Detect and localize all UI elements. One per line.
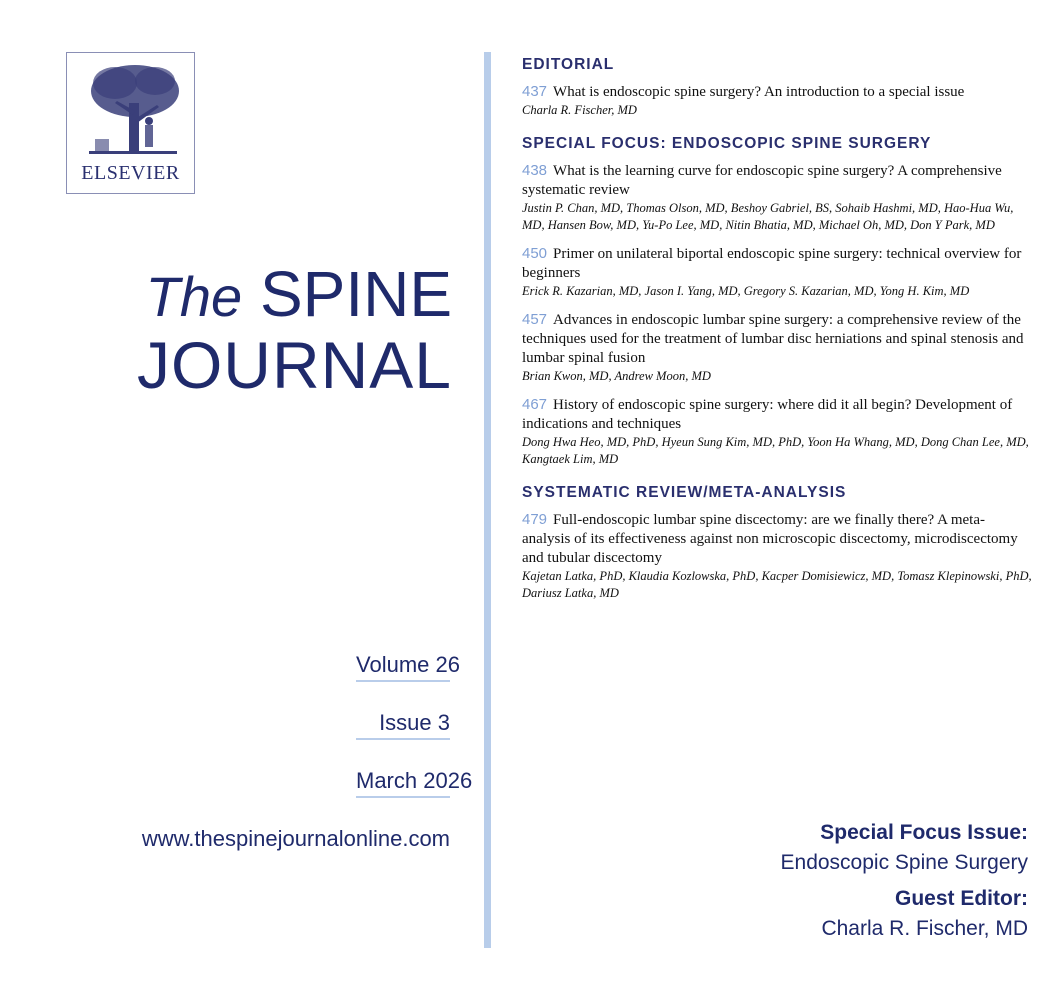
article-title: What is the learning curve for endoscopic spine surgery? A comprehensive systematic review — [522, 163, 1002, 198]
toc-entry[interactable] — [522, 310, 1032, 385]
special-issue-info — [781, 818, 1028, 944]
article-title: History of endoscopic spine surgery: where did it all begin? Development of indications and techniques — [522, 397, 1013, 432]
page-number: 450 — [522, 245, 548, 262]
date-label: March 2026 — [356, 766, 450, 798]
journal-title-journal: JOURNAL — [136, 328, 452, 402]
article-authors: Brian Kwon, MD, Andrew Moon, MD — [522, 369, 711, 383]
elsevier-logo — [66, 52, 195, 194]
toc-entry[interactable] — [522, 244, 1032, 300]
page-number: 479 — [522, 511, 548, 528]
toc-entry[interactable] — [522, 510, 1032, 602]
toc-entry[interactable] — [522, 395, 1032, 468]
toc-entry[interactable] — [522, 82, 1032, 119]
publisher-name: ELSEVIER — [81, 162, 180, 184]
page-number: 467 — [522, 396, 548, 413]
article-authors: Erick R. Kazarian, MD, Jason I. Yang, MD, Gregory S. Kazarian, MD, Yong H. Kim, MD — [522, 284, 970, 298]
article-title: Primer on unilateral biportal endoscopic spine surgery: technical overview for beginners — [522, 246, 1022, 281]
guest-editor-value: Charla R. Fischer, MD — [821, 917, 1028, 940]
issue-label: Issue 3 — [356, 708, 450, 740]
page-number: 437 — [522, 83, 548, 100]
article-authors: Kajetan Latka, PhD, Klaudia Kozlowska, PhD, Kacper Domisiewicz, MD, Tomasz Klepinowski, PhD, Dariusz Latka, MD — [522, 569, 1032, 600]
tree-icon — [75, 59, 187, 163]
article-authors: Justin P. Chan, MD, Thomas Olson, MD, Beshoy Gabriel, BS, Sohaib Hashmi, MD, Hao-Hua Wu, MD, Hansen Bow, MD, Yu-Po Lee, MD, Nitin Bhatia, MD, Michael Oh, MD, Don Y Park, MD — [522, 201, 1014, 232]
table-of-contents — [522, 52, 1032, 612]
special-focus-label: Special Focus Issue: — [820, 821, 1028, 844]
article-title: Full-endoscopic lumbar spine discectomy: are we finally there? A meta-analysis of its effectiveness against non microscopic discectomy, microdiscectomy and tubular discectomy — [522, 512, 1018, 566]
page-number: 457 — [522, 311, 548, 328]
volume-label: Volume 26 — [356, 650, 450, 682]
article-authors: Dong Hwa Heo, MD, PhD, Hyeun Sung Kim, MD, PhD, Yoon Ha Whang, MD, Dong Chan Lee, MD, Kangtaek Lim, MD — [522, 435, 1029, 466]
section-heading-special-focus: SPECIAL FOCUS: ENDOSCOPIC SPINE SURGERY — [522, 135, 932, 152]
issue-info — [356, 650, 473, 798]
section-heading-editorial: EDITORIAL — [522, 56, 615, 73]
journal-title — [136, 258, 452, 402]
guest-editor-label: Guest Editor: — [894, 887, 1028, 910]
article-title: Advances in endoscopic lumbar spine surgery: a comprehensive review of the techniques used for the treatment of lumbar disc herniations and spinal stenosis and lumbar spinal fusion — [522, 312, 1024, 366]
toc-entry[interactable] — [522, 161, 1032, 234]
special-focus-value: Endoscopic Spine Surgery — [780, 851, 1028, 874]
journal-url[interactable]: www.thespinejournalonline.com — [141, 826, 450, 851]
column-divider — [484, 52, 491, 948]
section-heading-systematic-review: SYSTEMATIC REVIEW/META-ANALYSIS — [522, 484, 847, 501]
page-number: 438 — [522, 162, 548, 179]
journal-title-spine: SPINE — [259, 258, 452, 330]
article-authors: Charla R. Fischer, MD — [522, 103, 637, 117]
journal-title-the: The — [145, 265, 243, 328]
article-title: What is endoscopic spine surgery? An introduction to a special issue — [553, 84, 965, 100]
